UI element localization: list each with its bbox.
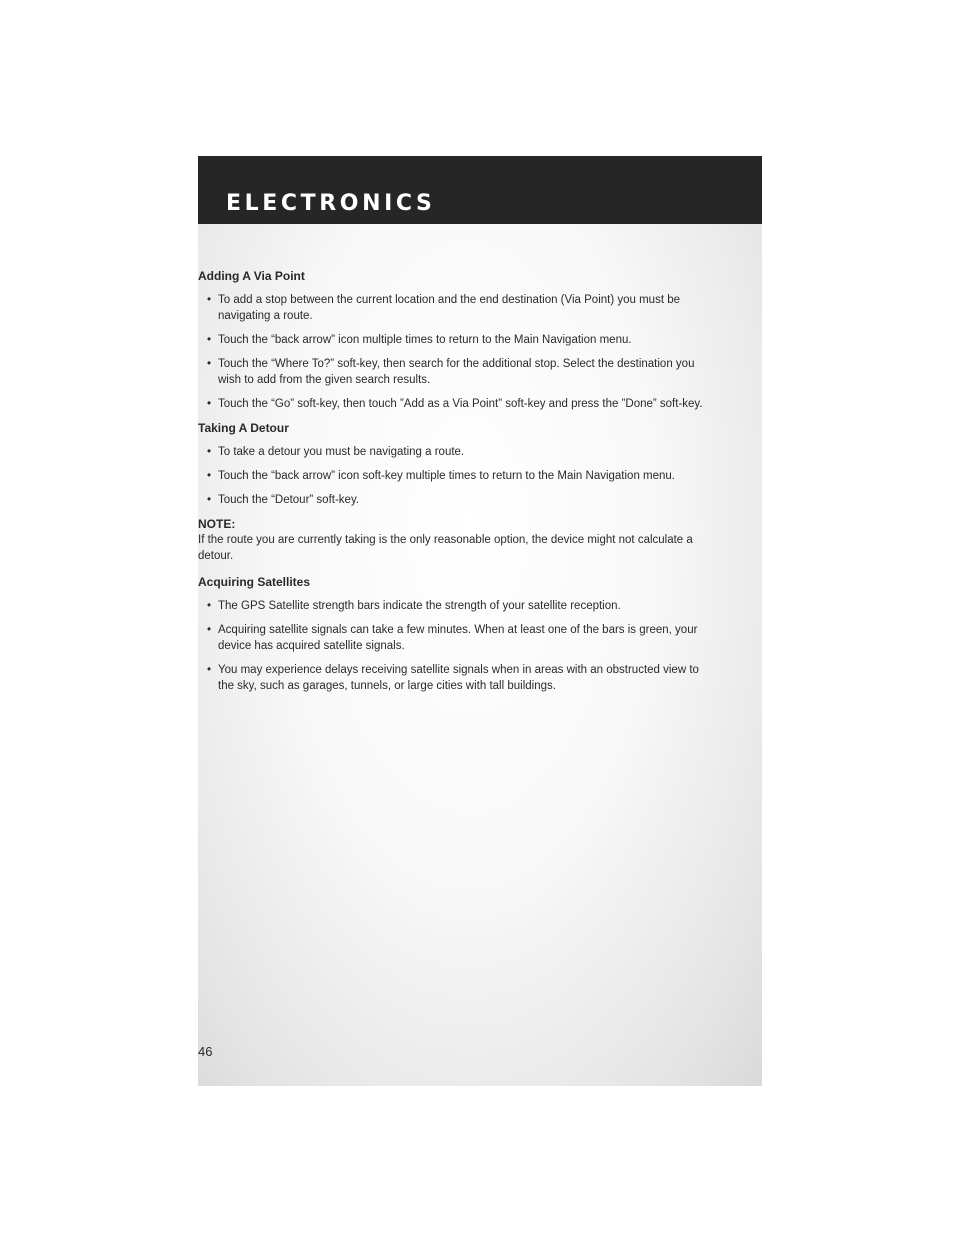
list-item bbox=[198, 598, 706, 614]
section-header-band bbox=[198, 156, 762, 224]
bullet-glyph: • bbox=[207, 358, 212, 370]
bullet-glyph: • bbox=[207, 664, 212, 676]
list-item-text: Touch the “Where To?” soft-key, then search for the additional stop. Select the destination you wish to add from the given search results. bbox=[218, 358, 695, 386]
bullet-glyph: • bbox=[207, 334, 212, 346]
bullet-glyph: • bbox=[207, 398, 212, 410]
heading-adding-via-point: Adding A Via Point bbox=[198, 269, 305, 283]
bullet-glyph: • bbox=[207, 494, 212, 506]
list-item-text: You may experience delays receiving satellite signals when in areas with an obstructed view to the sky, such as garages, tunnels, or large cities with tall buildings. bbox=[218, 664, 699, 692]
list-acquiring-satellites bbox=[198, 598, 706, 694]
heading-acquiring-satellites: Acquiring Satellites bbox=[198, 575, 311, 589]
list-adding-via-point bbox=[198, 292, 706, 412]
list-item bbox=[198, 662, 706, 694]
list-item bbox=[198, 396, 706, 412]
page-number: 46 bbox=[198, 1044, 213, 1059]
heading-taking-detour: Taking A Detour bbox=[198, 421, 289, 435]
list-item bbox=[198, 444, 706, 460]
list-item bbox=[198, 622, 706, 654]
list-item-text: To take a detour you must be navigating a route. bbox=[218, 446, 465, 458]
page-content bbox=[198, 268, 706, 702]
list-item bbox=[198, 468, 706, 484]
bullet-glyph: • bbox=[207, 470, 212, 482]
list-item-text: Touch the “back arrow” icon soft-key multiple times to return to the Main Navigation menu. bbox=[218, 470, 676, 482]
section-title: ELECTRONICS bbox=[226, 191, 436, 216]
manual-page bbox=[198, 156, 762, 1086]
list-item bbox=[198, 292, 706, 324]
note-text: If the route you are currently taking is the only reasonable option, the device might not calculate a detour. bbox=[198, 534, 693, 562]
note-label: NOTE: bbox=[198, 517, 236, 531]
bullet-glyph: • bbox=[207, 446, 212, 458]
list-taking-detour bbox=[198, 444, 706, 508]
list-item-text: Touch the “back arrow” icon multiple times to return to the Main Navigation menu. bbox=[218, 334, 632, 346]
list-item bbox=[198, 356, 706, 388]
list-item-text: The GPS Satellite strength bars indicate the strength of your satellite reception. bbox=[218, 600, 621, 612]
list-item-text: Touch the “Detour” soft-key. bbox=[218, 494, 360, 506]
list-item bbox=[198, 492, 706, 508]
list-item-text: To add a stop between the current location and the end destination (Via Point) you must be navigating a route. bbox=[218, 294, 681, 322]
list-item-text: Acquiring satellite signals can take a few minutes. When at least one of the bars is green, your device has acquired satellite signals. bbox=[218, 624, 698, 652]
bullet-glyph: • bbox=[207, 624, 212, 636]
list-item bbox=[198, 332, 706, 348]
list-item-text: Touch the “Go” soft-key, then touch ”Add as a Via Point” soft-key and press the ”Done” soft-key. bbox=[218, 398, 703, 410]
bullet-glyph: • bbox=[207, 294, 212, 306]
bullet-glyph: • bbox=[207, 600, 212, 612]
